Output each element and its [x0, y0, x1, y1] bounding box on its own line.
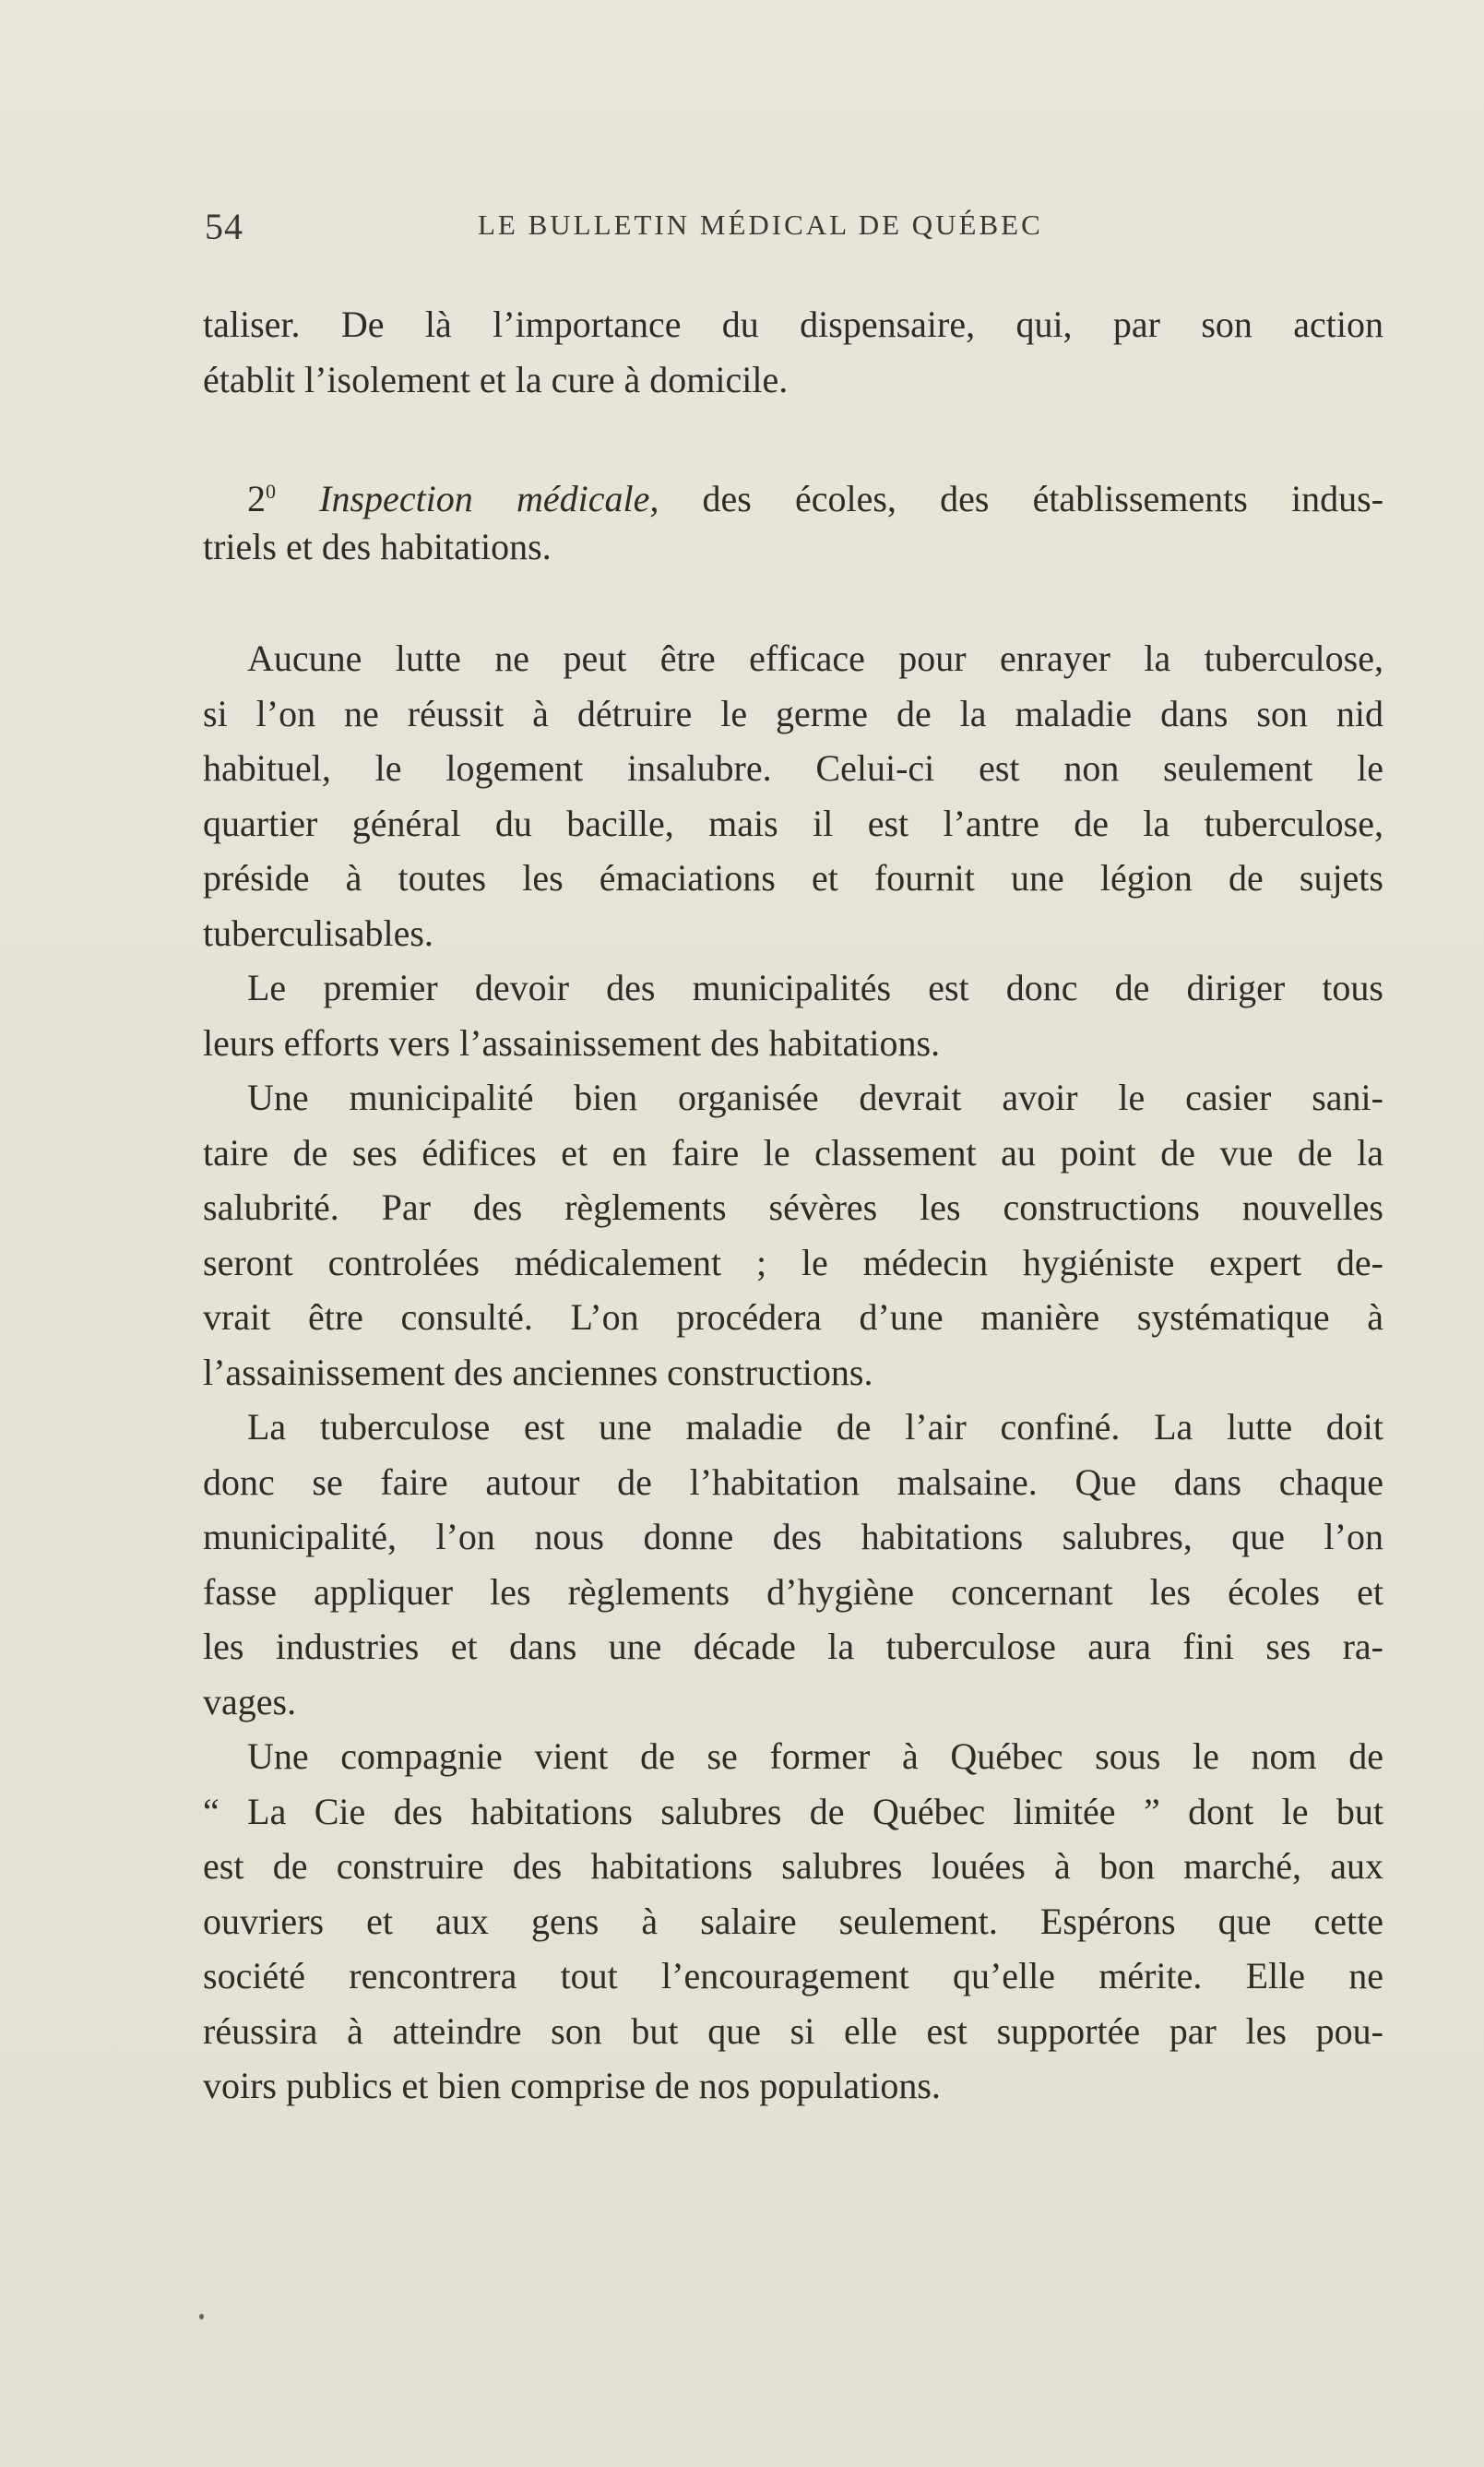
section-heading-line: [203, 464, 1383, 519]
text-line: réussira à atteindre son but que si elle est supportée par les pou-: [203, 2009, 1383, 2052]
text-line: municipalité, l’on nous donne des habitations salubres, que l’on: [203, 1516, 1383, 1557]
section-heading-rest: des écoles, des établissements indus-: [659, 478, 1383, 519]
text-line: quartier général du bacille, mais il est l’antre de la tuberculose,: [203, 802, 1383, 844]
body-text: [203, 297, 1383, 2114]
text-line: taire de ses édifices et en faire le classement au point de vue de la: [203, 1131, 1383, 1174]
text-line: les industries et dans une décade la tuberculose aura fini ses ra-: [203, 1626, 1383, 1667]
text-line: fasse appliquer les règlements d’hygiène concernant les écoles et: [203, 1570, 1383, 1613]
text-line: leurs efforts vers l’assainissement des habitations.: [203, 1021, 941, 1064]
text-line: triels et des habitations.: [203, 525, 552, 567]
text-line: établit l’isolement et la cure à domicile.: [203, 358, 789, 400]
text-line: Le premier devoir des municipalités est donc de diriger tous: [247, 967, 1383, 1008]
running-title: LE BULLETIN MÉDICAL DE QUÉBEC: [478, 209, 1043, 241]
text-line: salubrité. Par des règlements sévères les constructions nouvelles: [203, 1186, 1383, 1228]
ink-speck: [199, 2314, 204, 2319]
paragraph-gap: [203, 407, 1383, 464]
text-line: Aucune lutte ne peut être efficace pour enrayer la tuberculose,: [247, 638, 1383, 679]
text-line: vages.: [203, 1680, 297, 1722]
text-line: est de construire des habitations salubres louées à bon marché, aux: [203, 1845, 1383, 1887]
text-line: voirs publics et bien comprise de nos populations.: [203, 2065, 941, 2106]
text-line: La tuberculose est une maladie de l’air confiné. La lutte doit: [247, 1406, 1383, 1448]
page-number: 54: [205, 206, 243, 247]
text-line: tuberculisables.: [203, 912, 433, 954]
text-line: si l’on ne réussit à détruire le germe de la maladie dans son nid: [203, 692, 1383, 734]
text-line: vrait être consulté. L’on procédera d’une manière systématique à: [203, 1296, 1383, 1338]
text-line: Une compagnie vient de se former à Québec sous le nom de: [247, 1735, 1383, 1777]
text-line: ouvriers et aux gens à salaire seulement. Espérons que cette: [203, 1900, 1383, 1942]
text-line: l’assainissement des anciennes constructions.: [203, 1351, 873, 1393]
section-number: 2: [247, 478, 266, 519]
text-line: donc se faire autour de l’habitation malsaine. Que dans chaque: [203, 1460, 1383, 1503]
text-line: habituel, le logement insalubre. Celui-ci est non seulement le: [203, 747, 1383, 789]
text-line: taliser. De là l’importance du dispensaire, qui, par son action: [203, 304, 1383, 345]
paragraph-gap: [203, 574, 1383, 631]
section-heading: Inspection médicale,: [319, 478, 659, 519]
section-number-superscript: 0: [266, 480, 276, 503]
text-line: Une municipalité bien organisée devrait avoir le casier sani-: [247, 1077, 1383, 1118]
text-line: “ La Cie des habitations salubres de Québec limitée ” dont le but: [203, 1790, 1383, 1832]
page-header: [205, 201, 1385, 249]
text-line: société rencontrera tout l’encouragement qu’elle mérite. Elle ne: [203, 1955, 1383, 1996]
text-line: préside à toutes les émaciations et fournit une légion de sujets: [203, 857, 1383, 899]
text-line: seront controlées médicalement ; le médecin hygiéniste expert de-: [203, 1241, 1383, 1283]
